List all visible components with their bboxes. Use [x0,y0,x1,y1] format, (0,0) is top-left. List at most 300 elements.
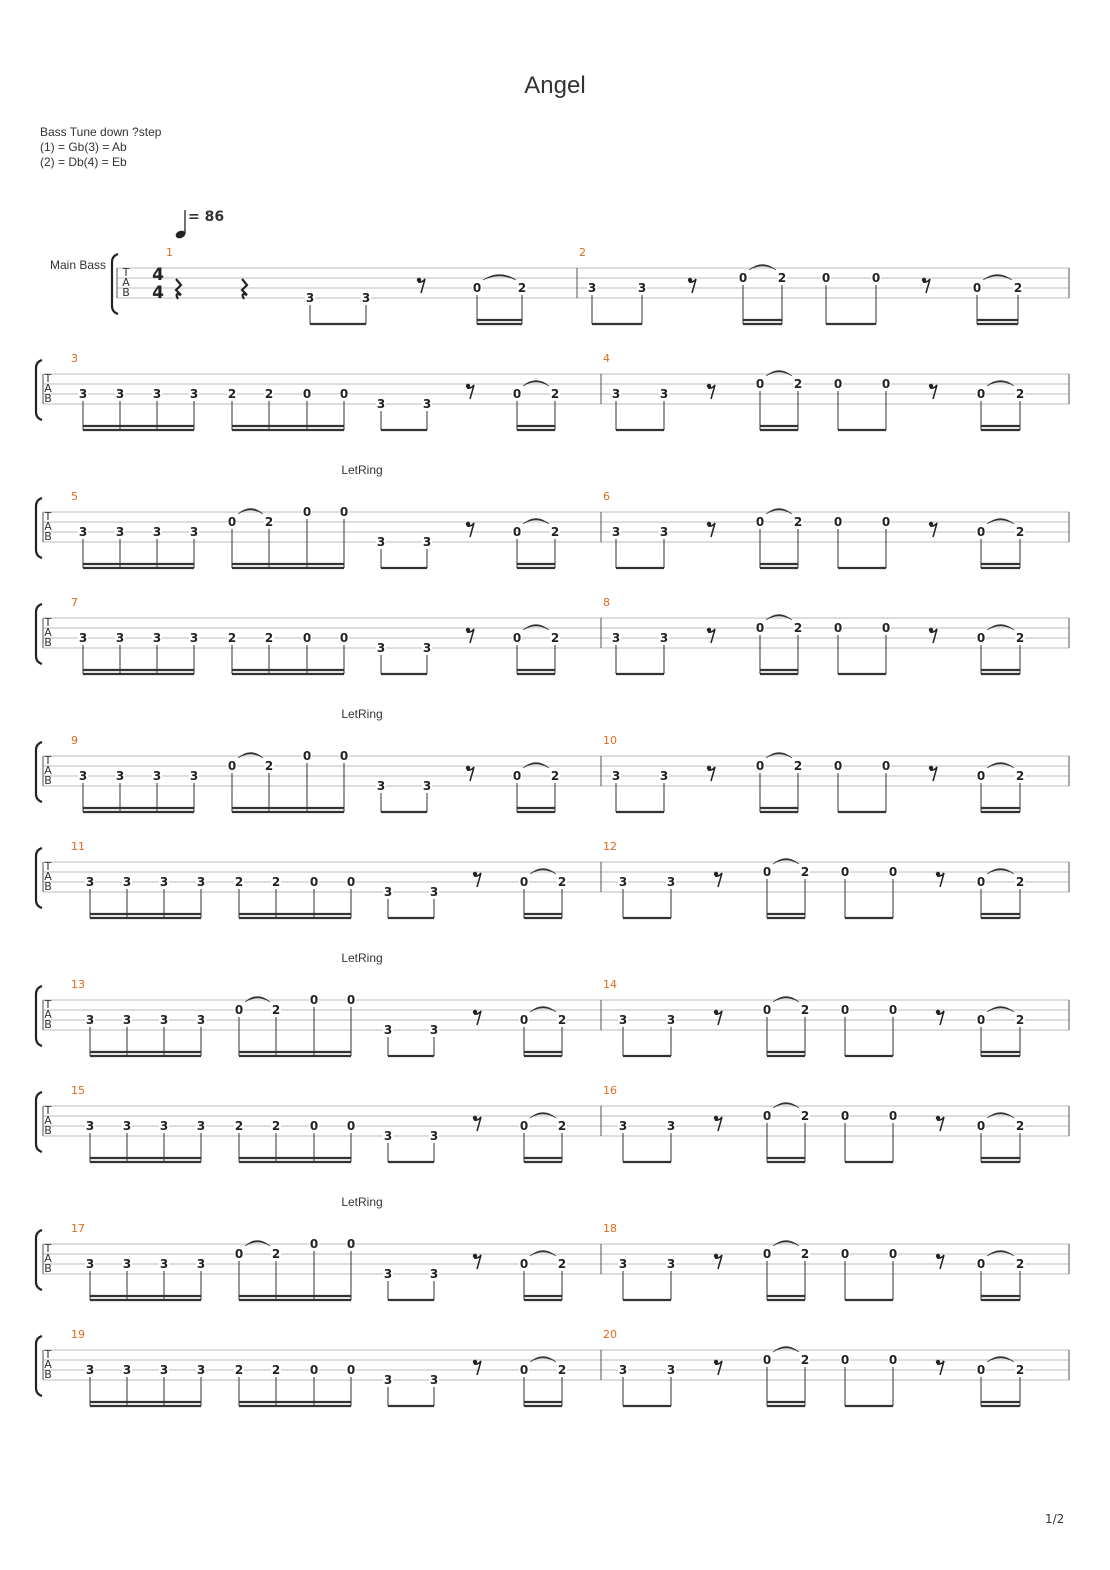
bar-number: 15 [71,1084,85,1097]
fret-number: 3 [666,1363,676,1377]
fret-number: 0 [888,865,898,879]
fret-number: 3 [78,387,88,401]
tab-clef-letter: T [122,266,130,279]
tab-clef-letter: A [44,1114,52,1127]
fret-number: 0 [346,875,356,889]
tab-system [36,840,1069,918]
fret-number: 2 [1015,1363,1025,1377]
tie [987,381,1014,387]
fret-number: 3 [189,525,199,539]
fret-number: 2 [264,515,274,529]
fret-number: 3 [659,631,669,645]
fret-number: 3 [618,1257,628,1271]
fret-number: 3 [618,1363,628,1377]
fret-number: 2 [1015,1013,1025,1027]
fret-number: 2 [793,515,803,529]
fret-number: 0 [888,1353,898,1367]
tab-clef-letter: A [44,1008,52,1021]
fret-number: 2 [800,1003,810,1017]
fret-number: 0 [512,631,522,645]
fret-number: 3 [78,631,88,645]
tuning-line-1: Bass Tune down ?step [40,125,162,139]
tie [773,997,799,1003]
fret-number: 2 [271,1003,281,1017]
tie [987,763,1014,769]
tempo-marking: = 86 [188,209,225,225]
tuning-line-2: (1) = Gb(3) = Ab [40,140,127,154]
fret-number: 3 [666,1257,676,1271]
bar-number: 7 [71,596,78,609]
fret-number: 3 [637,281,647,295]
bar-number: 5 [71,490,78,503]
fret-number: 3 [611,525,621,539]
fret-number: 0 [833,759,843,773]
tie [245,997,270,1003]
fret-number: 3 [85,1363,95,1377]
tab-system [36,463,1069,568]
fret-number: 3 [429,1129,439,1143]
fret-number: 2 [227,631,237,645]
fret-number: 2 [793,759,803,773]
system-bracket [36,604,42,664]
fret-number: 3 [85,1257,95,1271]
fret-number: 0 [302,387,312,401]
tab-clef-letter: T [44,1104,52,1117]
tie [766,371,792,377]
fret-number: 2 [800,1109,810,1123]
fret-number: 0 [519,1013,529,1027]
fret-number: 0 [976,875,986,889]
fret-number: 3 [152,631,162,645]
fret-number: 0 [762,1247,772,1261]
tab-clef-letter: T [44,510,52,523]
fret-number: 3 [429,1023,439,1037]
fret-number: 3 [122,1013,132,1027]
tie [749,265,776,271]
fret-number: 3 [429,1267,439,1281]
fret-number: 0 [519,1257,529,1271]
fret-number: 0 [302,749,312,763]
fret-number: 3 [383,885,393,899]
tie [987,1007,1014,1013]
fret-number: 0 [227,515,237,529]
tab-clef-letter: A [44,1252,52,1265]
fret-number: 2 [1015,525,1025,539]
fret-number: 0 [976,631,986,645]
fret-number: 3 [196,1257,206,1271]
fret-number: 2 [793,621,803,635]
fret-number: 0 [755,621,765,635]
fret-number: 2 [557,875,567,889]
fret-number: 2 [800,1353,810,1367]
tie [523,519,549,525]
fret-number: 3 [159,1257,169,1271]
fret-number: 0 [871,271,881,285]
fret-number: 3 [85,875,95,889]
fret-number: 3 [422,397,432,411]
system-bracket [36,360,42,420]
fret-number: 0 [821,271,831,285]
tie [773,1241,799,1247]
quarter-rest-icon [176,279,181,299]
fret-number: 3 [159,1119,169,1133]
fret-number: 0 [339,749,349,763]
bar-number: 2 [579,246,586,259]
bar-number: 8 [603,596,610,609]
tie [987,869,1014,875]
fret-number: 0 [840,1353,850,1367]
fret-number: 3 [659,387,669,401]
fret-number: 2 [271,1363,281,1377]
bar-number: 19 [71,1328,85,1341]
tie [238,509,263,515]
fret-number: 2 [557,1013,567,1027]
bar-number: 3 [71,352,78,365]
fret-number: 0 [755,759,765,773]
tab-clef-letter: A [122,276,130,289]
fret-number: 0 [840,1003,850,1017]
tab-clef-letter: T [44,372,52,385]
tie [987,1113,1014,1119]
tie [530,1113,556,1119]
song-title: Angel [524,72,586,99]
fret-number: 0 [309,993,319,1007]
fret-number: 0 [309,1237,319,1251]
fret-number: 2 [550,387,560,401]
tie [530,1357,556,1363]
fret-number: 3 [159,875,169,889]
tab-system [112,246,1069,324]
fret-number: 3 [611,769,621,783]
fret-number: 0 [840,1247,850,1261]
let-ring-label: LetRing [341,463,383,477]
fret-number: 3 [422,641,432,655]
fret-number: 2 [1015,769,1025,783]
fret-number: 0 [227,759,237,773]
fret-number: 0 [738,271,748,285]
fret-number: 0 [762,1109,772,1123]
fret-number: 3 [429,885,439,899]
fret-number: 0 [881,621,891,635]
instrument-name: Main Bass [50,258,107,272]
system-bracket [36,986,42,1046]
let-ring-label: LetRing [341,707,383,721]
fret-number: 0 [472,281,482,295]
fret-number: 2 [777,271,787,285]
tab-clef-letter: A [44,1358,52,1371]
tab-clef-letter: A [44,520,52,533]
fret-number: 0 [309,1119,319,1133]
fret-number: 2 [271,1247,281,1261]
fret-number: 3 [115,769,125,783]
fret-number: 3 [383,1129,393,1143]
let-ring-label: LetRing [341,951,383,965]
fret-number: 0 [519,875,529,889]
fret-number: 3 [152,387,162,401]
tie [523,381,549,387]
tab-system [36,1084,1069,1162]
fret-number: 3 [305,291,315,305]
tie [530,1251,556,1257]
tab-clef-letter: B [44,774,52,787]
fret-number: 0 [976,387,986,401]
fret-number: 0 [840,1109,850,1123]
fret-number: 0 [339,387,349,401]
fret-number: 2 [1015,387,1025,401]
tab-clef-letter: B [122,286,130,299]
fret-number: 3 [422,535,432,549]
quarter-rest-icon [242,279,247,299]
fret-number: 3 [122,875,132,889]
system-bracket [36,848,42,908]
tab-clef-letter: B [44,1368,52,1381]
fret-number: 3 [78,769,88,783]
fret-number: 3 [376,535,386,549]
fret-number: 0 [976,1119,986,1133]
bar-number: 18 [603,1222,617,1235]
time-sig-bottom: 4 [152,283,164,303]
fret-number: 2 [1015,875,1025,889]
bar-number: 4 [603,352,610,365]
fret-number: 2 [271,1119,281,1133]
fret-number: 0 [888,1109,898,1123]
tab-clef-letter: T [44,860,52,873]
bar-number: 6 [603,490,610,503]
tie [766,615,792,621]
fret-number: 0 [833,377,843,391]
fret-number: 0 [833,515,843,529]
fret-number: 0 [519,1119,529,1133]
tab-clef-letter: T [44,1348,52,1361]
fret-number: 3 [376,641,386,655]
fret-number: 3 [618,875,628,889]
fret-number: 3 [196,1363,206,1377]
fret-number: 3 [383,1373,393,1387]
tie [987,1357,1014,1363]
tie [530,869,556,875]
fret-number: 2 [234,875,244,889]
fret-number: 3 [618,1119,628,1133]
fret-number: 0 [755,515,765,529]
fret-number: 2 [550,525,560,539]
fret-number: 3 [152,525,162,539]
fret-number: 3 [196,875,206,889]
tuning-line-3: (2) = Db(4) = Eb [40,155,127,169]
fret-number: 3 [152,769,162,783]
fret-number: 0 [881,759,891,773]
fret-number: 3 [383,1267,393,1281]
fret-number: 0 [755,377,765,391]
fret-number: 0 [309,1363,319,1377]
tie [987,519,1014,525]
fret-number: 3 [159,1013,169,1027]
fret-number: 0 [512,525,522,539]
system-bracket [36,1230,42,1290]
tab-system [36,707,1069,812]
fret-number: 0 [840,865,850,879]
fret-number: 0 [888,1003,898,1017]
tab-clef-letter: T [44,616,52,629]
fret-number: 0 [888,1247,898,1261]
fret-number: 2 [557,1257,567,1271]
bar-number: 12 [603,840,617,853]
tab-clef-letter: B [44,1262,52,1275]
fret-number: 2 [1015,1119,1025,1133]
fret-number: 0 [302,631,312,645]
fret-number: 3 [611,387,621,401]
fret-number: 2 [800,865,810,879]
fret-number: 3 [189,387,199,401]
fret-number: 2 [793,377,803,391]
fret-number: 0 [976,769,986,783]
system-bracket [36,742,42,802]
fret-number: 0 [976,1363,986,1377]
fret-number: 0 [346,1119,356,1133]
fret-number: 3 [422,779,432,793]
fret-number: 0 [976,525,986,539]
tab-clef-letter: T [44,1242,52,1255]
tie [766,509,792,515]
fret-number: 3 [122,1257,132,1271]
fret-number: 3 [376,397,386,411]
fret-number: 2 [264,759,274,773]
bar-number: 14 [603,978,617,991]
fret-number: 2 [1015,1257,1025,1271]
tab-clef-letter: B [44,1124,52,1137]
fret-number: 3 [122,1363,132,1377]
fret-number: 3 [611,631,621,645]
fret-number: 3 [122,1119,132,1133]
fret-number: 0 [972,281,982,295]
bar-number: 13 [71,978,85,991]
tab-clef-letter: B [44,880,52,893]
fret-number: 3 [659,525,669,539]
tab-clef-letter: A [44,382,52,395]
fret-number: 3 [159,1363,169,1377]
fret-number: 0 [976,1257,986,1271]
tab-clef-letter: A [44,764,52,777]
tab-clef-letter: B [44,636,52,649]
fret-number: 3 [429,1373,439,1387]
bar-number: 11 [71,840,85,853]
fret-number: 2 [800,1247,810,1261]
fret-number: 3 [659,769,669,783]
tie [983,275,1012,281]
fret-number: 2 [264,631,274,645]
fret-number: 0 [881,377,891,391]
fret-number: 0 [346,993,356,1007]
tie [523,763,549,769]
bar-number: 9 [71,734,78,747]
fret-number: 2 [517,281,527,295]
tie [773,859,799,865]
fret-number: 0 [512,387,522,401]
fret-number: 2 [550,631,560,645]
tie [523,625,549,631]
bar-number: 10 [603,734,617,747]
bar-number: 17 [71,1222,85,1235]
fret-number: 2 [264,387,274,401]
time-sig-top: 4 [152,265,164,285]
fret-number: 3 [587,281,597,295]
fret-number: 3 [618,1013,628,1027]
fret-number: 2 [234,1119,244,1133]
fret-number: 0 [346,1363,356,1377]
fret-number: 2 [227,387,237,401]
bar-number: 1 [166,246,173,259]
fret-number: 2 [1015,631,1025,645]
fret-number: 3 [115,525,125,539]
fret-number: 3 [666,875,676,889]
tab-clef-letter: T [44,754,52,767]
fret-number: 0 [234,1003,244,1017]
fret-number: 2 [1013,281,1023,295]
fret-number: 3 [196,1013,206,1027]
tab-system [36,951,1069,1056]
fret-number: 3 [666,1119,676,1133]
tie [987,625,1014,631]
fret-number: 3 [115,631,125,645]
fret-number: 0 [762,1353,772,1367]
fret-number: 3 [189,769,199,783]
page-number: 1/2 [1045,1512,1065,1526]
tab-clef-letter: B [44,1018,52,1031]
fret-number: 3 [85,1119,95,1133]
fret-number: 2 [550,769,560,783]
system-bracket [36,1092,42,1152]
fret-number: 3 [383,1023,393,1037]
tab-clef-letter: A [44,626,52,639]
tab-system [36,596,1069,674]
tab-clef-letter: T [44,998,52,1011]
fret-number: 0 [339,505,349,519]
fret-number: 3 [189,631,199,645]
tab-system [36,352,1069,430]
tie [530,1007,556,1013]
bar-number: 20 [603,1328,617,1341]
fret-number: 2 [557,1363,567,1377]
fret-number: 0 [339,631,349,645]
fret-number: 0 [346,1237,356,1251]
fret-number: 3 [376,779,386,793]
tie [987,1251,1014,1257]
fret-number: 3 [666,1013,676,1027]
fret-number: 2 [271,875,281,889]
tab-clef-letter: B [44,530,52,543]
fret-number: 3 [361,291,371,305]
tab-system [36,1195,1069,1300]
tie [773,1347,799,1353]
tab-clef-letter: B [44,392,52,405]
fret-number: 0 [512,769,522,783]
fret-number: 0 [762,1003,772,1017]
tab-system [36,1328,1069,1406]
tie [483,275,516,281]
fret-number: 0 [309,875,319,889]
tie [766,753,792,759]
fret-number: 0 [519,1363,529,1377]
fret-number: 3 [196,1119,206,1133]
let-ring-label: LetRing [341,1195,383,1209]
tie [773,1103,799,1109]
fret-number: 3 [85,1013,95,1027]
fret-number: 0 [302,505,312,519]
fret-number: 0 [976,1013,986,1027]
system-bracket [36,1336,42,1396]
fret-number: 0 [881,515,891,529]
fret-number: 3 [78,525,88,539]
fret-number: 3 [115,387,125,401]
